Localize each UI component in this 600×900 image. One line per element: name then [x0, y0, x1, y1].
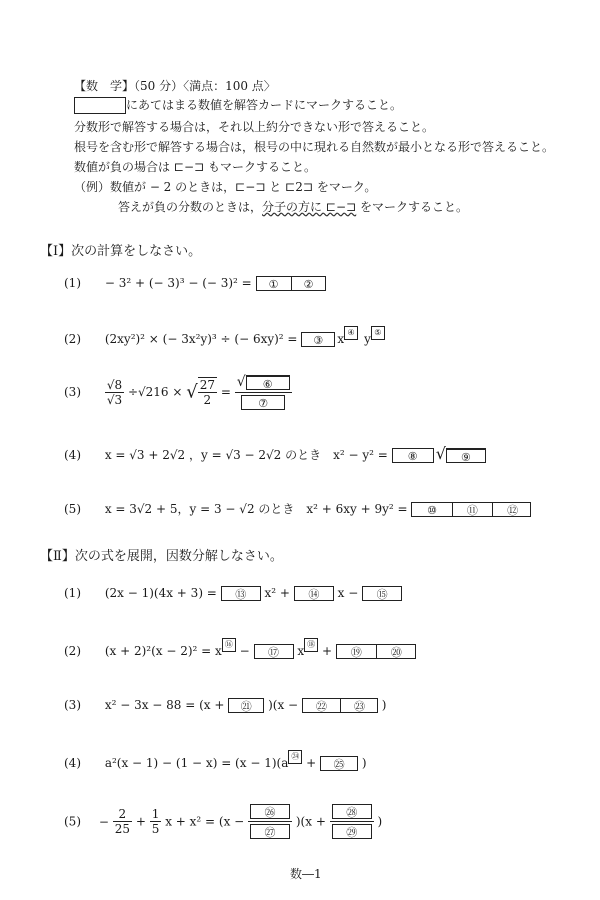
s1-q4: (4) x = √3 + 2√2 ，y = √3 − 2√2 のとき x² − y² = ⑧ √ ⑨	[64, 444, 486, 463]
fraction: $\frac{2}{25}$	[114, 807, 130, 836]
s2-q3: (3) x² − 3x − 88 = (x + ㉑ )(x − ㉒ ㉓ )	[64, 698, 387, 713]
answer-box: ⑧	[392, 448, 434, 463]
question-number: (4)	[64, 756, 81, 770]
answer-box: ㉒ ㉓	[302, 698, 378, 713]
question-number: (4)	[64, 448, 81, 462]
exponent-box: ㉔	[288, 750, 302, 764]
instruction-2: 分数形で解答する場合は，それ以上約分できない形で答えること。	[74, 120, 435, 134]
fraction: $\frac{1}{5}$	[151, 807, 160, 836]
instruction-example: （例）数値が − 2 のときは，⊏−⊐ と ⊏2⊐ をマーク。	[74, 180, 377, 194]
question-number: (3)	[64, 385, 81, 399]
s2-q2: (2) (x + 2)²(x − 2)² = x ⑯ − ⑰ x ⑱ + ⑲ ⑳	[64, 644, 416, 659]
s1-q5	[64, 500, 531, 517]
exponent-box: ⑯	[222, 638, 236, 652]
expression: a²(x − 1) − (1 − x) = (x − 1)(a	[104, 756, 289, 770]
answer-fraction: $\frac{\text{㉖}}{\text{㉗}}$	[248, 804, 292, 839]
s2-q1: (1) (2x − 1)(4x + 3) = ⑬ x² + ⑭ x − ⑮	[64, 586, 402, 601]
answer-box: ⑰	[254, 644, 294, 659]
expression: x = 3√2 + 5，y = 3 − √2 のとき x² + 6xy + 9y² =	[104, 502, 408, 516]
answer-box: ⑬	[221, 586, 261, 601]
question-number: (3)	[64, 698, 81, 712]
answer-box: ⑭	[294, 586, 334, 601]
expression: − 3² + (− 3)³ − (− 3)² =	[104, 276, 252, 290]
answer-box: ⑲ ⑳	[336, 644, 416, 659]
answer-box: ① ②	[256, 276, 326, 291]
answer-box: ㉑	[228, 698, 264, 713]
s1-q2: (2) (2xy²)² × (− 3x²y)³ ÷ (− 6xy)² = ③ x ④ y ⑤	[64, 332, 385, 347]
s1-q3: (3) $\frac{√8}{√3}$ ÷√216 × √ $\frac{27}{2}$ = $\frac{\text{√ ⑥}}{\text{⑦}}$	[64, 374, 292, 410]
expression: (x + 2)²(x − 2)² = x	[104, 644, 222, 658]
answer-blank-example	[74, 97, 126, 114]
exponent-box: ④	[344, 326, 358, 340]
expression: x = √3 + 2√2 ，y = √3 − 2√2 のとき x² − y² =	[104, 448, 388, 462]
question-number: (1)	[64, 276, 81, 290]
question-number: (1)	[64, 586, 81, 600]
fraction: $\frac{27}{2}$	[199, 378, 216, 407]
expression: (2xy²)² × (− 3x²y)³ ÷ (− 6xy)² =	[104, 332, 298, 346]
instruction-1: にあてはまる数値を解答カードにマークすること。	[74, 96, 402, 114]
exponent-box: ⑱	[304, 638, 318, 652]
section2-title: 【Ⅱ】次の式を展開，因数分解しなさい。	[40, 549, 283, 564]
exponent-box: ⑤	[371, 326, 385, 340]
answer-box: ⑮	[362, 586, 402, 601]
instruction-3: 根号を含む形で解答する場合は，根号の中に現れる自然数が最小となる形で答えること。	[74, 140, 555, 154]
question-number: (5)	[64, 814, 81, 829]
answer-fraction: $\frac{\text{√ ⑥}}{\text{⑦}}$	[235, 374, 292, 410]
fraction: $\frac{√8}{√3}$	[106, 377, 123, 407]
question-number: (2)	[64, 644, 81, 658]
question-number: (2)	[64, 332, 81, 346]
s2-q4: (4) a²(x − 1) − (1 − x) = (x − 1)(a ㉔ + ㉕ )	[64, 752, 367, 771]
answer-box: ③	[301, 332, 335, 347]
exam-title: 【数 学】（50 分）〈満点：100 点〉	[74, 79, 276, 93]
instruction-negative-fraction: 答えが負の分数のときは，分子の方に ⊏−⊐ をマークすること。	[118, 200, 469, 214]
instruction-4: 数値が負の場合は ⊏−⊐ もマークすること。	[74, 160, 316, 174]
answer-fraction: $\frac{\text{㉘}}{\text{㉙}}$	[330, 804, 374, 839]
question-number: (5)	[64, 502, 81, 516]
answer-box: ⑩ ⑪ ⑫	[411, 502, 531, 517]
expression: x² − 3x − 88 = (x +	[104, 698, 225, 712]
s1-q1	[64, 276, 326, 291]
s2-q5: (5) − $\frac{2}{25}$ + $\frac{1}{5}$ x + x² = (x − $\frac{\text{㉖}}{\text{㉗}}$ )(x + $\frac{\text{㉘}}{\text{㉙}}$ )	[64, 806, 383, 839]
expression: (2x − 1)(4x + 3) =	[104, 586, 217, 600]
answer-box: ⑨	[446, 448, 486, 463]
section1-title: 【Ⅰ】次の計算をしなさい。	[40, 244, 202, 259]
answer-box: ㉕	[320, 756, 358, 771]
page-number: 数―1	[290, 867, 322, 881]
